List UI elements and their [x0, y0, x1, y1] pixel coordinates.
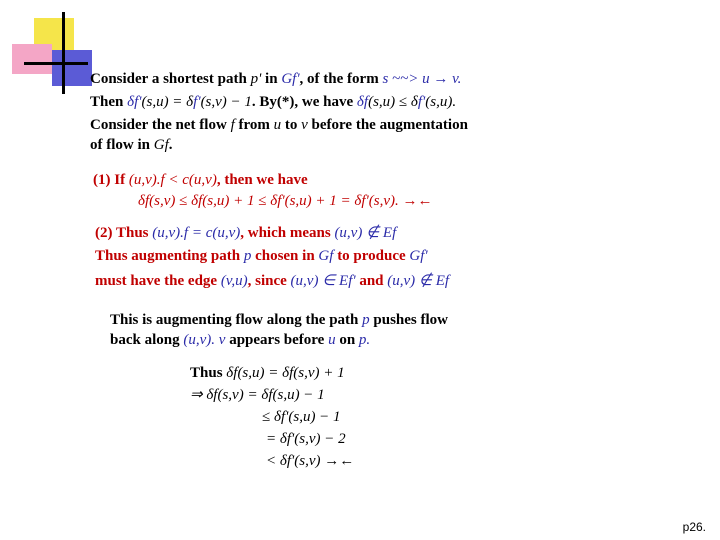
text-line-10: [110, 311, 448, 329]
line-11-segment-5: appears before: [225, 332, 329, 348]
line-3-segment-7: before the augmentation: [307, 117, 468, 133]
line-3-segment-5: to: [281, 117, 302, 133]
decor-pink-square: [12, 44, 52, 74]
line-9-segment-4: (u,v) ∈ E: [290, 273, 349, 289]
line-14-segment-2: f': [280, 409, 289, 425]
line-7-segment-3: , which means: [240, 225, 335, 241]
line-12-segment-6: (s,v) + 1: [293, 365, 345, 381]
line-8-segment-5: f: [329, 248, 334, 264]
line-12-segment-4: (s,u) = δ: [237, 365, 290, 381]
line-2-segment-10: (s,u) ≤ δ: [368, 94, 418, 110]
line-1-segment-4: G: [281, 71, 293, 87]
line-12-segment-3: f: [233, 365, 238, 381]
line-15-segment-2: f': [286, 431, 295, 447]
line-13-segment-3: (s,v) = δ: [217, 387, 269, 403]
line-2-segment-5: f': [193, 94, 201, 110]
text-line-3: [90, 116, 468, 134]
decor-horizontal-line: [24, 62, 88, 65]
line-5-segment-1: (1) If: [93, 172, 129, 188]
line-13-segment-5: (s,u) − 1: [272, 387, 325, 403]
line-11-segment-7: on: [335, 332, 359, 348]
line-8-segment-7: G: [409, 248, 421, 264]
line-8-segment-6: to produce: [333, 248, 410, 264]
line-1-segment-2: p': [250, 71, 262, 87]
line-2-segment-1: Then: [90, 94, 128, 110]
text-line-14: [262, 408, 341, 426]
line-11-segment-6: u: [328, 332, 336, 348]
line-3-segment-6: v: [301, 117, 308, 133]
line-9-segment-5: f': [348, 273, 356, 289]
line-6-segment-5: (s,u) + 1 ≤ δ: [202, 193, 278, 209]
text-line-9: [95, 272, 449, 290]
line-4-segment-3: f: [164, 137, 169, 153]
line-11-segment-2: (u,v).: [183, 332, 216, 348]
line-2-segment-9: f: [363, 94, 369, 110]
line-10-segment-1: This is augmenting flow along the path: [110, 312, 363, 328]
line-9-segment-7: (u,v) ∉ E: [387, 273, 445, 289]
text-line-4: [90, 136, 173, 154]
line-6-segment-8: f': [361, 193, 369, 209]
line-8-segment-4: G: [318, 248, 330, 264]
text-line-6: [138, 192, 433, 210]
line-4-segment-4: .: [168, 137, 173, 153]
line-2-segment-3: f': [134, 94, 142, 110]
text-line-8: [95, 247, 428, 265]
line-13-segment-2: f: [213, 387, 218, 403]
line-3-segment-1: Consider the net flow: [90, 117, 231, 133]
line-1-segment-5: f': [292, 71, 300, 87]
line-11-segment-4: v: [218, 332, 226, 348]
line-3-segment-4: u: [273, 117, 282, 133]
line-2-segment-4: (s,u) = δ: [141, 94, 194, 110]
line-7-segment-4: (u,v) ∉ E: [334, 225, 393, 241]
line-1-segment-7: s ~~> u → v.: [382, 71, 462, 87]
line-10-segment-3: pushes flow: [369, 312, 448, 328]
line-15-segment-1: = δ: [266, 431, 287, 447]
text-line-2: [90, 93, 456, 111]
decor-vertical-line: [62, 12, 65, 94]
line-16-segment-1: < δ: [266, 453, 287, 469]
line-12-segment-2: δ: [226, 365, 234, 381]
line-9-segment-3: , since: [247, 273, 291, 289]
line-8-segment-8: f': [420, 248, 428, 264]
line-5-segment-3: , then we have: [216, 172, 308, 188]
line-16-segment-2: f': [286, 453, 295, 469]
line-11-segment-8: p.: [358, 332, 371, 348]
line-8-segment-2: p: [243, 248, 252, 264]
line-2-segment-8: δ: [356, 94, 364, 110]
line-9-segment-2: (v,u): [220, 273, 248, 289]
line-1-segment-6: , of the form: [299, 71, 383, 87]
text-line-16: [266, 452, 354, 470]
line-7-segment-5: f: [392, 225, 397, 241]
line-9-segment-6: and: [355, 273, 388, 289]
line-4-segment-2: G: [153, 137, 165, 153]
line-6-segment-1: δ: [138, 193, 145, 209]
text-line-11: [110, 331, 370, 349]
line-1-segment-3: in: [261, 71, 282, 87]
line-13-segment-4: f: [268, 387, 273, 403]
line-8-segment-3: chosen in: [251, 248, 319, 264]
text-line-1: [90, 70, 461, 88]
line-7-segment-1: (2) Thus: [95, 225, 153, 241]
page-number: p26.: [682, 520, 706, 534]
line-5-segment-2: (u,v).f < c(u,v): [128, 172, 217, 188]
text-line-12: [190, 364, 345, 382]
line-1-segment-1: Consider a shortest path: [90, 71, 251, 87]
decor-blue-square: [52, 50, 92, 86]
line-6-segment-2: f: [144, 193, 150, 209]
line-2-segment-2: δ: [127, 94, 135, 110]
text-line-7: [95, 224, 396, 242]
line-9-segment-8: f: [444, 273, 450, 289]
line-15-segment-3: (s,v) − 2: [294, 431, 346, 447]
line-2-segment-7: . By(*), we have: [251, 94, 357, 110]
text-line-5: [93, 171, 308, 189]
line-2-segment-6: (s,v) − 1: [200, 94, 252, 110]
line-16-segment-3: (s,v) →←: [294, 453, 355, 469]
line-6-segment-9: (s,v). →←: [368, 193, 433, 209]
line-11-segment-1: back along: [110, 332, 184, 348]
line-9-segment-1: must have the edge: [95, 273, 221, 289]
line-4-segment-1: of flow in: [90, 137, 154, 153]
line-6-segment-6: f': [277, 193, 285, 209]
line-3-segment-3: from: [234, 117, 274, 133]
line-6-segment-7: (s,u) + 1 = δ: [284, 193, 362, 209]
line-3-segment-2: f: [230, 117, 235, 133]
line-6-segment-4: f: [198, 193, 203, 209]
line-14-segment-3: (s,u) − 1: [288, 409, 341, 425]
line-6-segment-3: (s,v) ≤ δ: [149, 193, 199, 209]
line-12-segment-1: Thus: [190, 365, 227, 381]
line-13-segment-1: ⇒ δ: [190, 387, 214, 403]
line-2-segment-11: f': [417, 94, 426, 110]
line-8-segment-1: Thus augmenting path: [95, 248, 244, 264]
text-line-15: [266, 430, 346, 448]
line-2-segment-12: (s,u).: [425, 94, 457, 110]
line-14-segment-1: ≤ δ: [262, 409, 281, 425]
line-10-segment-2: p: [362, 312, 370, 328]
line-12-segment-5: f: [289, 365, 294, 381]
text-line-13: [190, 386, 325, 404]
line-7-segment-2: (u,v).f = c(u,v): [152, 225, 241, 241]
